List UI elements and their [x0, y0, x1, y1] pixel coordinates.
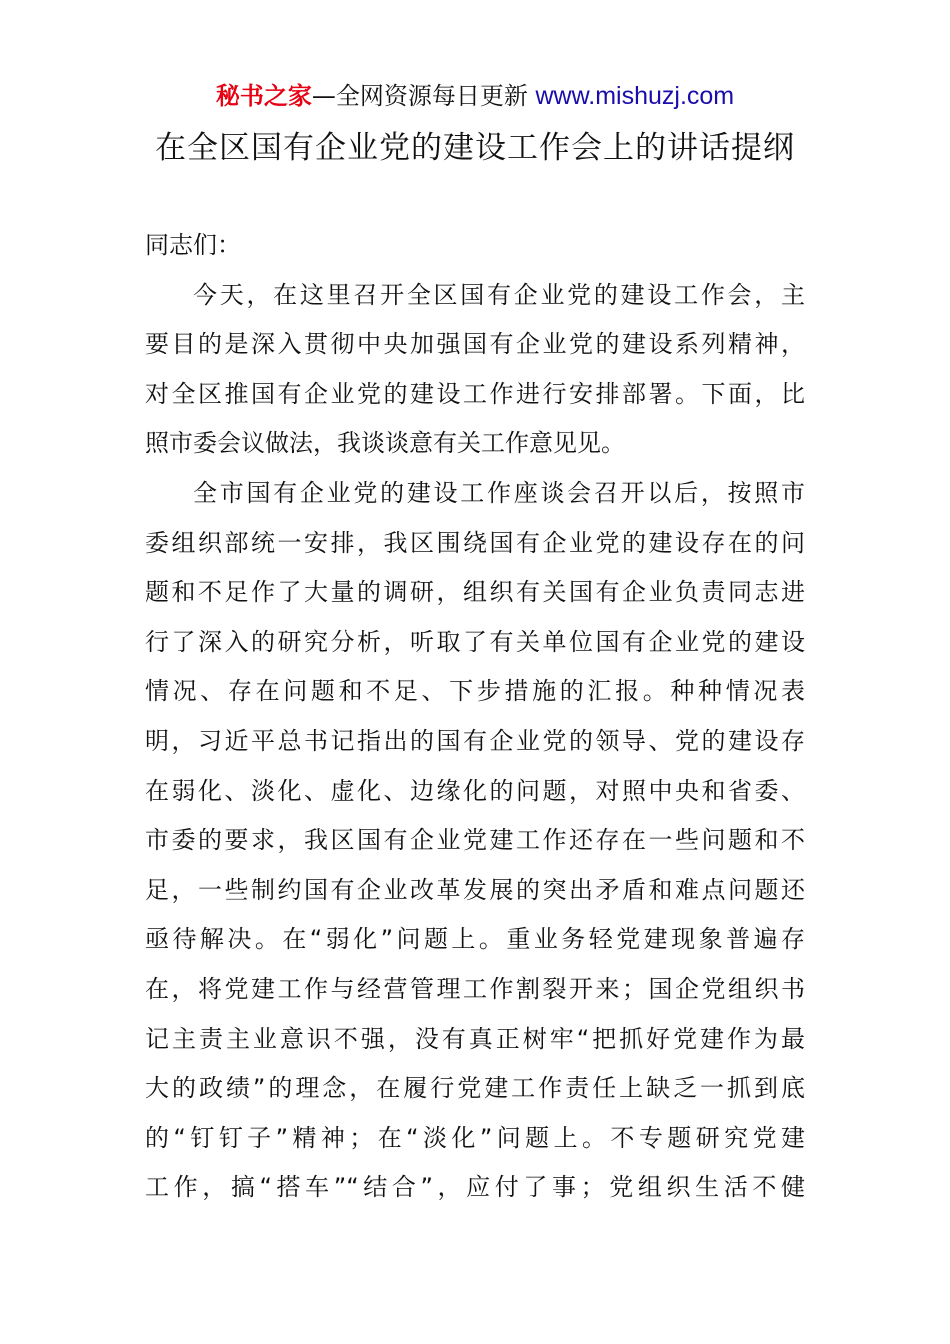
- paragraph-line: 明，习近平总书记指出的国有企业党的领导、党的建设存: [145, 726, 805, 755]
- paragraph-1: [145, 271, 805, 469]
- paragraph-line: 在弱化、淡化、虚化、边缘化的问题，对照中央和省委、: [145, 776, 805, 805]
- paragraph-line: 今天，在这里召开全区国有企业党的建设工作会，主: [193, 280, 805, 309]
- document-title: 在全区国有企业党的建设工作会上的讲话提纲: [155, 130, 795, 166]
- paragraph-line: 足，一些制约国有企业改革发展的突出矛盾和难点问题还: [145, 875, 805, 904]
- paragraph-line: 在，将党建工作与经营管理工作割裂开来；国企党组织书: [145, 974, 805, 1003]
- paragraph-line: 对全区推国有企业党的建设工作进行安排部署。下面，比: [145, 379, 805, 408]
- salutation: 同志们：: [145, 231, 241, 259]
- paragraph-line: 照市委会议做法，我谈谈意有关工作意见见。: [145, 429, 625, 458]
- site-brand: 秘书之家: [215, 82, 312, 110]
- paragraph-line: 工作，搞“搭车”“结合”，应付了事；党组织生活不健: [145, 1173, 805, 1202]
- paragraph-line: 要目的是深入贯彻中央加强国有企业党的建设系列精神，: [145, 330, 805, 359]
- paragraph-line: 记主责主业意识不强，没有真正树牢“把抓好党建作为最: [145, 1024, 805, 1053]
- paragraph-line: 情况、存在问题和不足、下步措施的汇报。种种情况表: [145, 677, 805, 706]
- site-url-link[interactable]: www.mishuzj.com: [535, 82, 735, 110]
- paragraph-2: [145, 469, 805, 1213]
- paragraph-line: 全市国有企业党的建设工作座谈会召开以后，按照市: [193, 478, 805, 507]
- paragraph-line: 题和不足作了大量的调研，组织有关国有企业负责同志进: [145, 578, 805, 607]
- site-header: [0, 80, 950, 112]
- paragraph-line: 的“钉钉子”精神；在“淡化”问题上。不专题研究党建: [145, 1123, 805, 1152]
- paragraph-line: 大的政绩”的理念，在履行党建工作责任上缺乏一抓到底: [145, 1074, 805, 1103]
- paragraph-line: 市委的要求，我区国有企业党建工作还存在一些问题和不: [145, 826, 805, 855]
- paragraph-line: 行了深入的研究分析，听取了有关单位国有企业党的建设: [145, 627, 805, 656]
- document-body: [145, 221, 805, 1213]
- site-tagline: —全网资源每日更新: [311, 82, 536, 110]
- paragraph-line: 委组织部统一安排，我区围绕国有企业党的建设存在的问: [145, 528, 805, 557]
- paragraph-line: 亟待解决。在“弱化”问题上。重业务轻党建现象普遍存: [145, 925, 805, 954]
